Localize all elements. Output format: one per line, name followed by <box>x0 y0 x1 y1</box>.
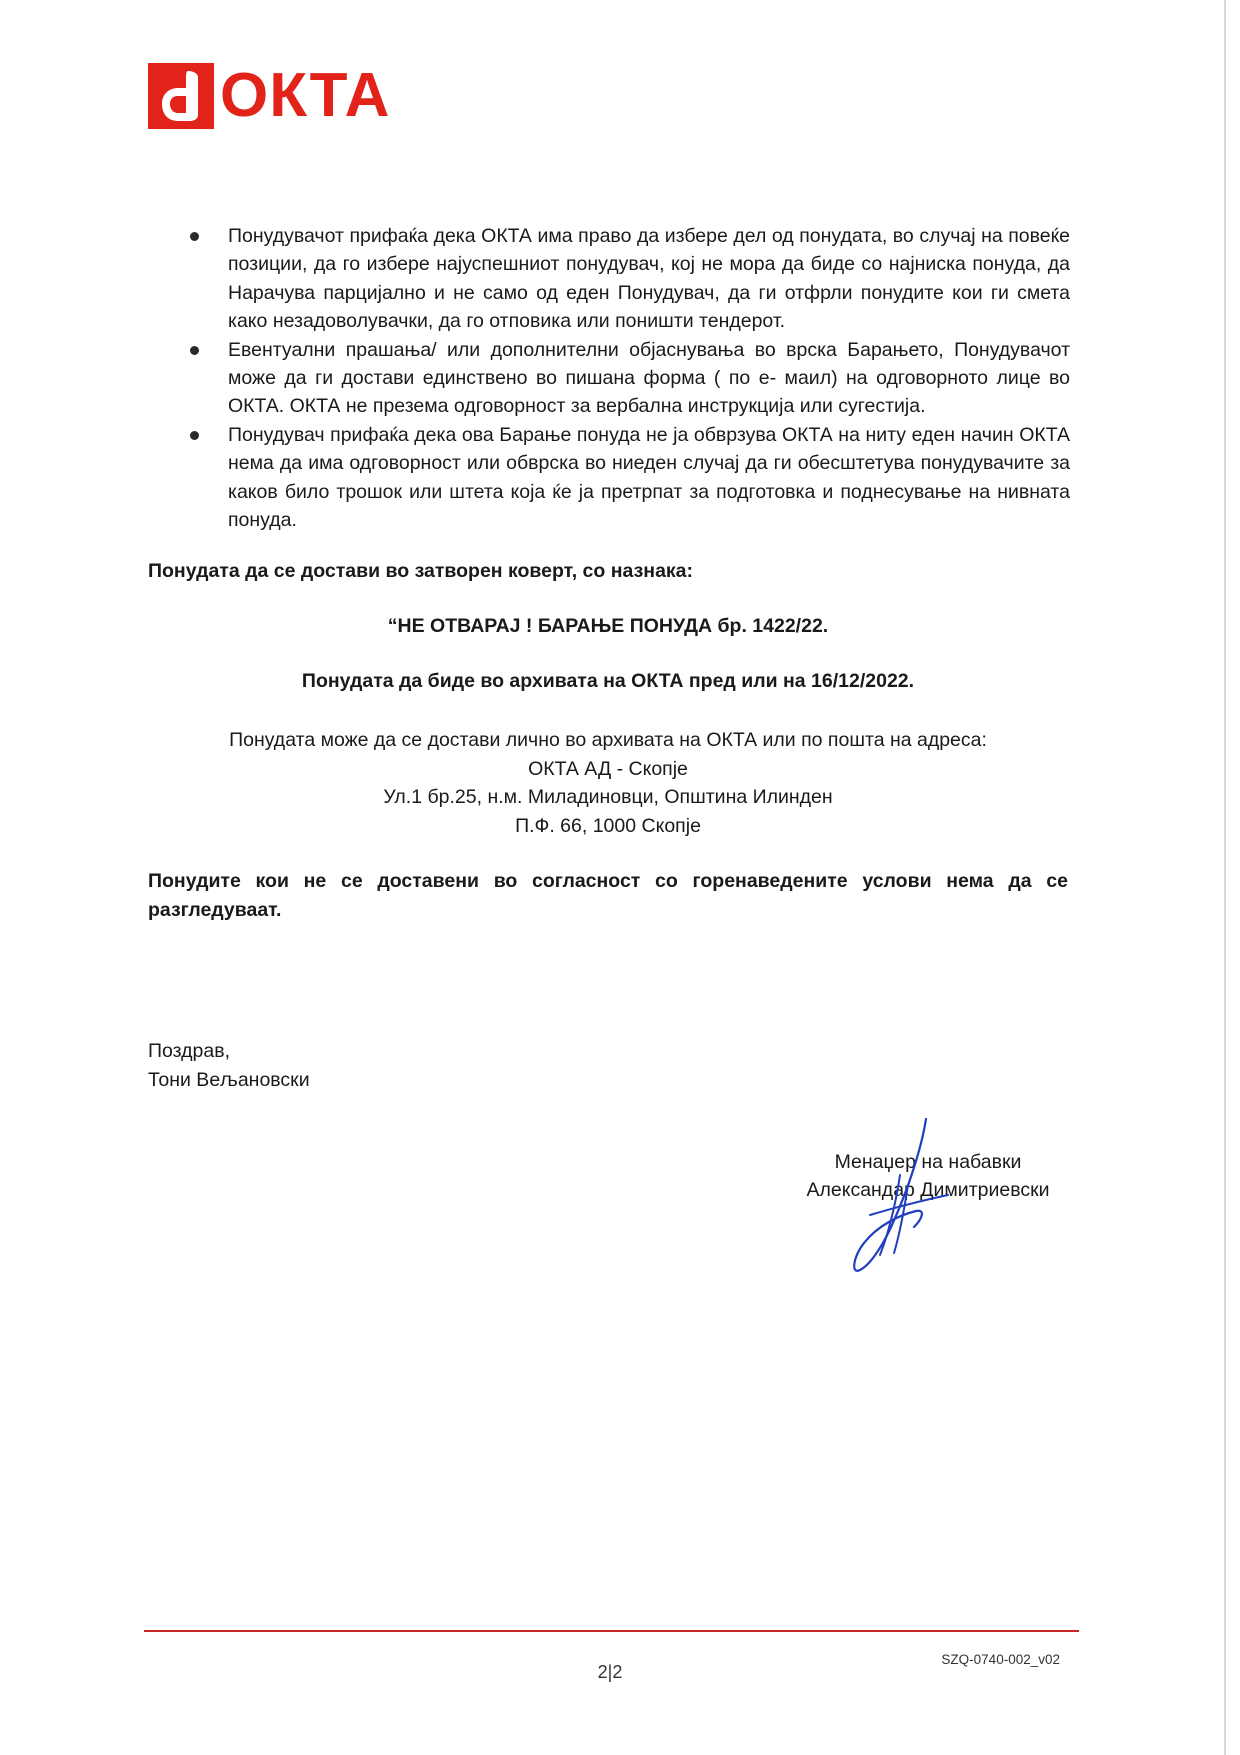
list-item <box>190 222 1070 336</box>
page-number: 2|2 <box>597 1662 623 1682</box>
envelope-label: “НЕ ОТВАРАЈ ! БАРАЊЕ ПОНУДА бр. 1422/22. <box>387 615 829 637</box>
address-block <box>148 726 1068 840</box>
condition-text: Понудувачот прифаќа дека ОКТА има право да избере дел од понудата, во случај на повеќе позиции, да го избере најуспешниот понудувач, кој не мора да биде со најниска понуда, да Нарачува парцијално и не само од еден Понудувач, да ги отфрли понудите кои ги смета како незадоволувачки, да го отповика или поништи тендерот. <box>228 225 1070 333</box>
address-line: Ул.1 бр.25, н.м. Миладиновци, Општина Илинден <box>383 786 833 808</box>
greeting-text: Поздрав, <box>148 1040 230 1062</box>
list-item <box>190 336 1070 421</box>
condition-text: Понудувач прифаќа дека ова Барање понуда не ја обврзува ОКТА на ниту еден начин ОКТА нема да има одговорност или обврска во ниеден случај да ги обесштетува понудувачите за каков било трошок или штета која ќе ја претрпат за подготовка и поднесување на нивната понуда. <box>228 423 1070 532</box>
conditions-list <box>190 222 1070 534</box>
delivery-heading: Понудата да се достави во затворен коверт, со назнака: <box>148 560 694 582</box>
okta-drop-logo-icon <box>148 63 214 129</box>
list-item <box>190 421 1070 535</box>
okta-logo <box>148 62 390 130</box>
address-line: ОКТА АД - Скопје <box>528 757 688 780</box>
signatory-title: Менаџер на набавки <box>834 1151 1022 1173</box>
bullet-icon <box>190 346 199 355</box>
bullet-icon <box>190 232 199 241</box>
bullet-icon <box>190 431 199 440</box>
condition-text: Евентуални прашања/ или дополнителни објаснувања во врска Барањето, Понудувачот може да ги достави единствено во пишана форма ( по е- маил) на одговорното лице во ОКТА. ОКТА не презема одговорност за вербална инструкција или сугестија. <box>228 338 1070 418</box>
sender-name: Тони Вељановски <box>148 1069 310 1091</box>
closing-block <box>148 1037 310 1095</box>
rejection-note: Понудите кои не се доставени во согласност со горенаведените услови нема да се разгледуваат. <box>148 870 1068 921</box>
okta-logo-text: ОКТА <box>220 61 391 130</box>
signatory-name: Александар Димитриевски <box>806 1179 1050 1201</box>
handwritten-signature <box>830 1115 960 1280</box>
address-line: П.Ф. 66, 1000 Скопје <box>515 814 701 837</box>
document-code: SZQ-0740-002_v02 <box>941 1652 1060 1667</box>
footer-divider <box>144 1630 1079 1632</box>
submission-deadline: Понудата да биде во архивата на ОКТА пред или на 16/12/2022. <box>301 670 915 692</box>
page-edge <box>1224 0 1226 1755</box>
address-intro: Понудата може да се достави лично во архивата на ОКТА или по пошта на адреса: <box>229 729 987 751</box>
